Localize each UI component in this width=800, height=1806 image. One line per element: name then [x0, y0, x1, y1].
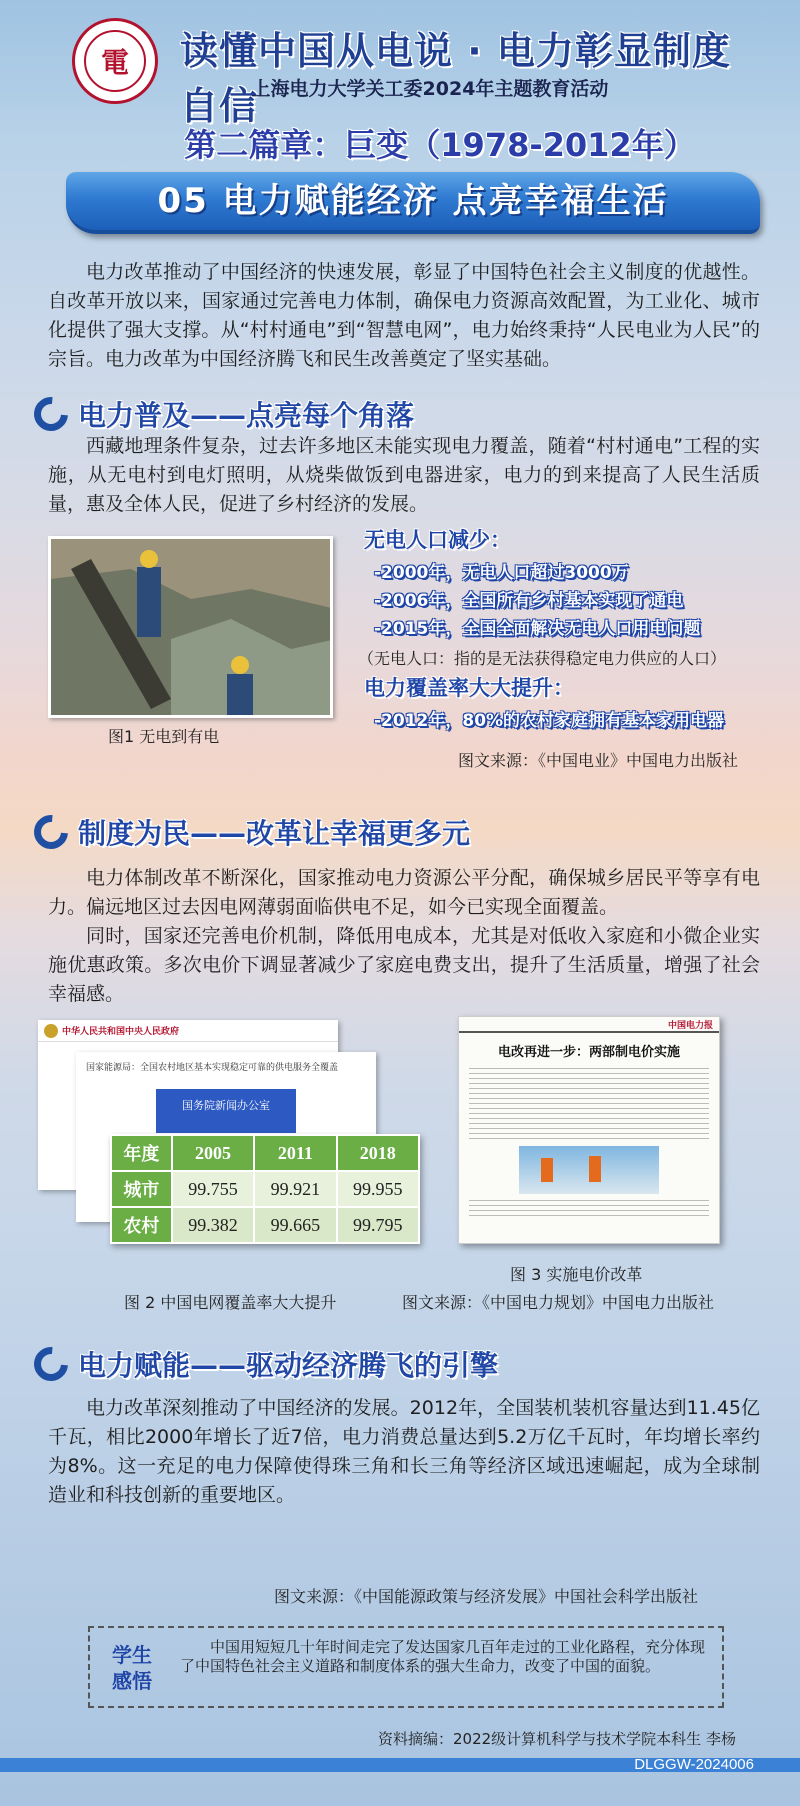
logo-emblem: 電 [84, 30, 146, 92]
section1-title: 电力普及——点亮每个角落 [78, 399, 415, 432]
table-header-2018: 2018 [337, 1135, 419, 1171]
figure3-caption: 图 3 实施电价改革 [510, 1265, 643, 1284]
table-cell: 99.795 [337, 1207, 419, 1243]
table-header-2011: 2011 [254, 1135, 336, 1171]
figure1-photo [48, 536, 333, 718]
gov-office-banner [156, 1089, 296, 1133]
reflection-label-line2: 感悟 [112, 1669, 152, 1693]
table-row-urban-label: 城市 [111, 1171, 172, 1207]
table-cell: 99.921 [254, 1171, 336, 1207]
newspaper-clipping [458, 1016, 720, 1244]
workers-on-pole-illustration [51, 539, 333, 718]
gov-site-name: 中华人民共和国中央人民政府 [62, 1027, 180, 1037]
newspaper-text-block [469, 1200, 709, 1216]
fact-2015: -2015年，全国全面解决无电人口用电问题 [374, 619, 701, 639]
table-row-rural-label: 农村 [111, 1207, 172, 1243]
national-emblem-icon [44, 1024, 58, 1038]
sub-title: 上海电力大学关工委2024年主题教育活动 [251, 78, 609, 100]
reflection-text: 中国用短短几十年时间走完了发达国家几百年走过的工业化路程，充分体现了中国特色社会主义道路和制度体系的强大生命力，改变了中国的面貌。 [180, 1638, 706, 1675]
section3-paragraph: 电力改革深刻推动了中国经济的发展。2012年，全国装机装机容量达到11.45亿千瓦，相比2000年增长了近7倍，电力消费总量达到5.2万亿千瓦时，年均增长率约为8%。这一充足的电力保障使得珠三角和长三角等经济区域迅速崛起，成为全球制造业和科技创新的重要地区。 [48, 1397, 760, 1506]
gov-article-headline: 国家能源局：全国农村地区基本实现稳定可靠的供电服务全覆盖 [86, 1063, 339, 1073]
newspaper-name: 中国电力报 [667, 1020, 713, 1031]
worker-figure [589, 1156, 601, 1182]
section1-paragraph: 西藏地理条件复杂，过去许多地区未能实现电力覆盖，随着“村村通电”工程的实施，从无电村到电灯照明，从烧柴做饭到电器进家，电力的到来提高了人民生活质量，惠及全体人民，促进了乡村经济的发展。 [48, 435, 760, 515]
editor-credit: 资料摘编：2022级计算机科学与技术学院本科生 李杨 [378, 1730, 736, 1748]
figure1-caption: 图1 无电到有电 [108, 727, 220, 746]
gov-site-header [38, 1020, 338, 1042]
ring-icon [27, 390, 75, 438]
section2-paragraph1: 电力体制改革不断深化，国家推动电力资源公平分配，确保城乡居民平等享有电力。偏远地区过去因电网薄弱面临供电不足，如今已实现全面覆盖。 [48, 867, 760, 918]
table-header-2005: 2005 [172, 1135, 254, 1171]
section1-heading [34, 394, 414, 434]
section2-heading [34, 812, 470, 852]
gov-office-name: 国务院新闻办公室 [182, 1099, 270, 1112]
section3-heading [34, 1344, 498, 1384]
section3-source: 图文来源：《中国能源政策与经济发展》中国社会科学出版社 [274, 1587, 699, 1606]
newspaper-masthead [459, 1017, 719, 1033]
banner-title: 05 电力赋能经济 点亮幸福生活 [157, 181, 669, 221]
table-cell: 99.665 [254, 1207, 336, 1243]
worker-figure [541, 1158, 553, 1182]
fact-2000: -2000年，无电人口超过3000万 [374, 563, 629, 583]
reflection-label-line1: 学生 [112, 1643, 152, 1667]
section-banner [66, 172, 760, 234]
fact-2006: -2006年，全国所有乡村基本实现了通电 [374, 591, 684, 611]
main-title: 读懂中国从电说 · 电力彰显制度自信 [180, 29, 731, 128]
table-cell: 99.955 [337, 1171, 419, 1207]
coverage-table [110, 1134, 420, 1244]
section2-title: 制度为民——改革让幸福更多元 [78, 817, 471, 850]
newspaper-headline: 电改再进一步：两部制电价实施 [497, 1045, 680, 1060]
intro-paragraph: 电力改革推动了中国经济的快速发展，彰显了中国特色社会主义制度的优越性。自改革开放以来，国家通过完善电力体制，确保电力资源高效配置，为工业化、城市化提供了强大支撑。从“村村通电”到“智慧电网”，电力始终秉持“人民电业为人民”的宗旨。电力改革为中国经济腾飞和民生改善奠定了坚实基础。 [48, 261, 760, 370]
newspaper-photo [519, 1146, 659, 1194]
student-reflection-box [88, 1626, 724, 1708]
table-cell: 99.382 [172, 1207, 254, 1243]
section1-source: 图文来源：《中国电业》中国电力出版社 [458, 751, 739, 770]
fact-2012: -2012年，80%的农村家庭拥有基本家用电器 [374, 711, 725, 731]
figure2-caption: 图 2 中国电网覆盖率大大提升 [124, 1293, 337, 1312]
newspaper-text-block [469, 1068, 709, 1140]
population-note: （无电人口：指的是无法获得稳定电力供应的人口） [358, 649, 727, 668]
table-header-year: 年度 [111, 1135, 172, 1171]
section2-source: 图文来源：《中国电力规划》中国电力出版社 [402, 1293, 715, 1312]
section3-title: 电力赋能——驱动经济腾飞的引擎 [78, 1349, 499, 1382]
facts-title-coverage: 电力覆盖率大大提升： [364, 676, 574, 700]
university-logo [72, 18, 158, 104]
table-cell: 99.755 [172, 1171, 254, 1207]
facts-title-population: 无电人口减少： [364, 528, 511, 552]
section2-paragraph2: 同时，国家还完善电价机制，降低用电成本，尤其是对低收入家庭和小微企业实施优惠政策。多次电价下调显著减少了家庭电费支出，提升了生活质量，增强了社会幸福感。 [48, 925, 760, 1005]
ring-icon [27, 1340, 75, 1388]
chapter-title: 第二篇章：巨变（1978-2012年） [184, 126, 696, 164]
document-code: DLGGW-2024006 [634, 1756, 754, 1773]
ring-icon [27, 808, 75, 856]
reflection-label [112, 1642, 152, 1694]
